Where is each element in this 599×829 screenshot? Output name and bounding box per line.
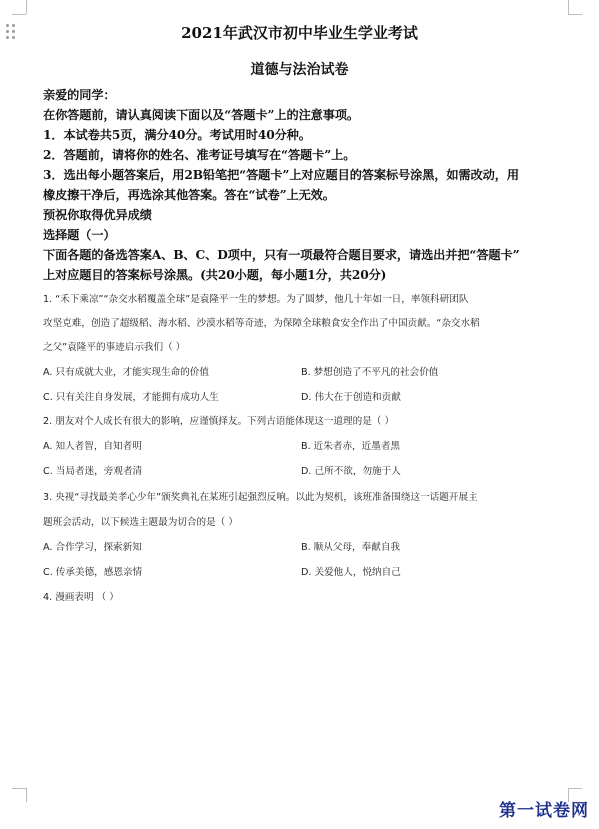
notice-item-3: 3．选出每小题答案后，用2B铅笔把“答题卡”上对应题目的答案标号涂黑，如需改动，用 xyxy=(43,168,519,182)
question-3-option-b: B. 顺从父母，奉献自我 xyxy=(301,542,401,553)
question-2-option-a: A. 知人者智，自知者明 xyxy=(43,441,142,452)
question-2-option-c: C. 当局者迷，旁观者清 xyxy=(43,466,143,477)
notice-item-3-cont: 橡皮擦干净后，再选涂其他答案。答在“试卷”上无效。 xyxy=(43,188,335,202)
question-3-stem-cont: 题班会活动，以下候选主题最为切合的是（ ） xyxy=(43,517,238,528)
wish-text: 预祝你取得优异成绩 xyxy=(43,208,152,222)
question-1-stem-cont: 攻坚克难，创造了超级稻、海水稻、沙漠水稻等奇迹，为保障全球粮食安全作出了中国贡献。“杂交水稻 xyxy=(43,318,480,329)
question-3-option-c: C. 传承美德，感恩亲情 xyxy=(43,567,143,578)
question-2-option-d: D. 己所不欲，勿施于人 xyxy=(301,466,401,477)
exam-subtitle: 道德与法治试卷 xyxy=(250,62,349,78)
question-1-option-b: B. 梦想创造了不平凡的社会价值 xyxy=(301,367,439,378)
watermark-logo: 第一试卷网 xyxy=(499,801,589,821)
section-instructions-cont: 上对应题目的答案标号涂黑。(共20小题，每小题1分，共20分) xyxy=(43,268,387,282)
crop-mark xyxy=(568,0,569,14)
question-1-option-a: A. 只有成就大业，才能实现生命的价值 xyxy=(43,367,209,378)
question-4-stem: 4. 漫画表明 （ ） xyxy=(43,592,119,603)
question-1-option-c: C. 只有关注自身发展，才能拥有成功人生 xyxy=(43,392,219,403)
crop-mark xyxy=(26,788,27,802)
question-2-option-b: B. 近朱者赤，近墨者黑 xyxy=(301,441,401,452)
exam-title: 2021年武汉市初中毕业生学业考试 xyxy=(181,24,418,42)
notice-item-2: 2．答题前，请将你的姓名、准考证号填写在“答题卡”上。 xyxy=(43,148,356,162)
crop-mark xyxy=(568,14,582,15)
section-instructions: 下面各题的备选答案A、B、C、D项中，只有一项最符合题目要求，请选出并把“答题卡” xyxy=(43,248,520,262)
question-1-option-d: D. 伟大在于创造和贡献 xyxy=(301,392,401,403)
greeting: 亲爱的同学： xyxy=(43,88,116,102)
crop-mark xyxy=(568,788,582,789)
notice-item-1: 1．本试卷共5页，满分40分。考试用时40分种。 xyxy=(43,128,311,142)
crop-mark xyxy=(12,788,26,789)
notice-intro: 在你答题前，请认真阅读下面以及“答题卡”上的注意事项。 xyxy=(43,108,360,122)
question-1-stem-cont: 之父”袁隆平的事迹启示我们（ ） xyxy=(43,342,186,353)
question-3-option-d: D. 关爱他人，悦纳自己 xyxy=(301,567,401,578)
question-3-stem: 3. 央视“寻找最美孝心少年”颁奖典礼在某班引起强烈反响。以此为契机，该班准备围绕这一话题开展主 xyxy=(43,492,478,503)
crop-mark xyxy=(26,0,27,14)
question-1-stem: 1. “禾下乘凉”“杂交水稻覆盖全球”是袁隆平一生的梦想。为了圆梦，他几十年如一日，率领科研团队 xyxy=(43,294,469,305)
crop-mark xyxy=(12,14,26,15)
section-title: 选择题（一） xyxy=(43,228,116,242)
question-3-option-a: A. 合作学习，探索新知 xyxy=(43,542,142,553)
question-2-stem: 2. 朋友对个人成长有很大的影响，应谨慎择友。下列古语能体现这一道理的是（ ） xyxy=(43,416,395,427)
